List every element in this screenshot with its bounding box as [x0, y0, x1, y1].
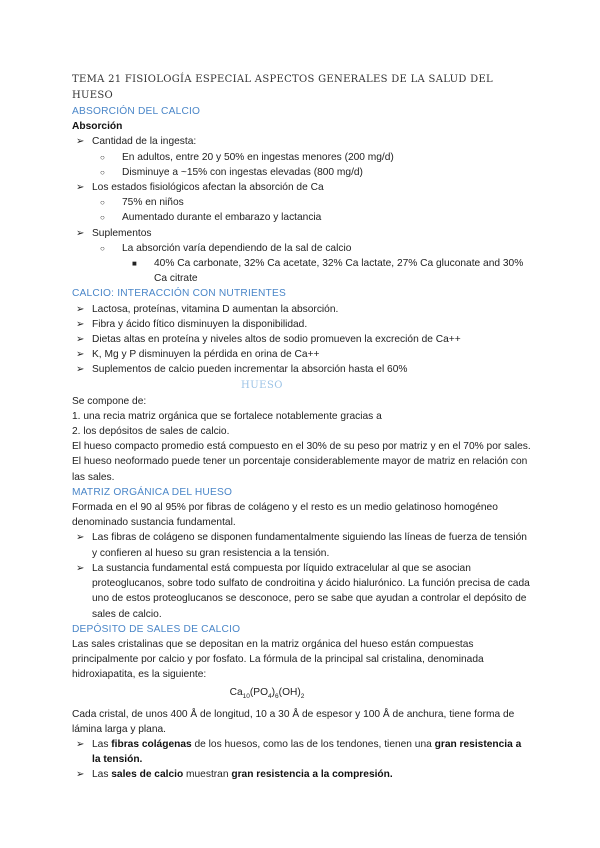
list-item: ○ 75% en niños	[72, 195, 532, 210]
paragraph: El hueso compacto promedio está compuesto en el 30% de su peso por matriz y en el 70% por sales. El hueso neoformado puede tener un porcentaje considerablemente mayor de matriz en relación con las sales.	[72, 441, 531, 483]
list-item: ➢ Los estados fisiológicos afectan la absorción de Ca	[72, 180, 532, 195]
arrow-bullet-icon: ➢	[76, 334, 85, 346]
arrow-bullet-icon: ➢	[76, 182, 85, 194]
circle-bullet-icon: ○	[100, 152, 105, 162]
subheading-absorcion: Absorción	[72, 121, 123, 133]
arrow-bullet-icon: ➢	[76, 769, 85, 781]
chemical-formula: $Ca_{10}(PO_4)_6(OH)_2$	[229, 686, 305, 700]
arrow-bullet-icon: ➢	[76, 136, 85, 148]
arrow-bullet-icon: ➢	[76, 349, 85, 361]
list-item: ○ En adultos, entre 20 y 50% en ingestas menores (200 mg/d)	[72, 150, 532, 165]
section-heading-deposito: DEPÓSITO DE SALES DE CALCIO	[72, 623, 241, 635]
document-title: TEMA 21 FISIOLOGÍA ESPECIAL ASPECTOS GENERALES DE LA SALUD DEL HUESO	[72, 74, 493, 101]
section-heading-matriz: MATRIZ ORGÁNICA DEL HUESO	[72, 486, 233, 498]
arrow-bullet-icon: ➢	[76, 303, 85, 315]
square-bullet-icon: ■	[132, 259, 137, 269]
paragraph: Las sales cristalinas que se depositan en la matriz orgánica del hueso están compuestas principalmente por calcio y por fosfato. La fórmula de la principal sal cristalina, denominada hidroxiapatita, es la siguiente:	[72, 638, 484, 681]
arrow-bullet-icon: ➢	[76, 562, 85, 574]
section-heading-hueso: HUESO	[241, 379, 283, 391]
list-item: ■ 40% Ca carbonate, 32% Ca acetate, 32% Ca lactate, 27% Ca gluconate and 30% Ca citrate	[132, 258, 524, 285]
list-item: ○ Disminuye a ~15% con ingestas elevadas (800 mg/d)	[72, 165, 532, 180]
list-item: ○ Aumentado durante el embarazo y lactancia	[72, 210, 532, 225]
circle-bullet-icon: ○	[100, 167, 105, 177]
section-heading-absorcion: ABSORCIÓN DEL CALCIO	[72, 106, 201, 117]
circle-bullet-icon: ○	[100, 243, 105, 253]
list-item: ○ La absorción varía dependiendo de la sal de calcio	[72, 241, 532, 256]
arrow-bullet-icon: ➢	[76, 227, 85, 239]
list-item: ➢ K, Mg y P disminuyen la pérdida en orina de Ca++	[72, 347, 532, 362]
list-item: ➢ Las fibras colágenas de los huesos, como las de los tendones, tienen una gran resistencia a la tensión.	[76, 738, 522, 766]
arrow-bullet-icon: ➢	[76, 364, 85, 376]
list-item: ➢ Suplementos de calcio pueden incrementar la absorción hasta el 60%	[72, 362, 532, 377]
document-content	[72, 72, 532, 783]
list-item: ➢ Lactosa, proteínas, vitamina D aumentan la absorción.	[72, 302, 532, 317]
circle-bullet-icon: ○	[100, 213, 105, 223]
arrow-bullet-icon: ➢	[76, 532, 85, 544]
numbered-item: 1. una recia matriz orgánica que se fortalece notablemente gracias a	[72, 410, 382, 422]
list-item: ➢ Dietas altas en proteína y niveles altos de sodio promueven la excreción de Ca++	[72, 332, 532, 347]
arrow-bullet-icon: ➢	[76, 318, 85, 330]
paragraph: Se compone de:	[72, 395, 147, 407]
list-item: ➢ Suplementos	[72, 226, 532, 241]
numbered-item: 2. los depósitos de sales de calcio.	[72, 426, 230, 438]
paragraph: Cada cristal, de unos 400 Å de longitud, 10 a 30 Å de espesor y 100 Å de anchura, tiene forma de lámina larga y plana.	[72, 708, 515, 735]
arrow-bullet-icon: ➢	[76, 738, 85, 750]
list-item: ➢ La sustancia fundamental está compuesta por líquido extracelular al que se asocian proteoglucanos, sobre todo sulfato de condroitina y ácido hialurónico. La función precisa de cada uno de estos proteoglucanos se desconoce, pero se sabe que ayudan a controlar el depósito de sales de calcio.	[76, 562, 530, 620]
list-item: ➢ Las fibras de colágeno se disponen fundamentalmente siguiendo las líneas de fuerza de tensión y confieren al hueso su gran resistencia a la tensión.	[76, 532, 527, 559]
list-item: ➢ Cantidad de la ingesta:	[72, 134, 532, 149]
section-heading-interaccion: CALCIO: INTERACCIÓN CON NUTRIENTES	[72, 288, 286, 300]
paragraph: Formada en el 90 al 95% por fibras de colágeno y el resto es un medio gelatinoso homogéneo denominado sustancia fundamental.	[72, 502, 498, 529]
list-item: ➢ Las sales de calcio muestran gran resistencia a la compresión.	[72, 767, 532, 782]
circle-bullet-icon: ○	[100, 198, 105, 208]
list-item: ➢ Fibra y ácido fítico disminuyen la disponibilidad.	[72, 317, 532, 332]
